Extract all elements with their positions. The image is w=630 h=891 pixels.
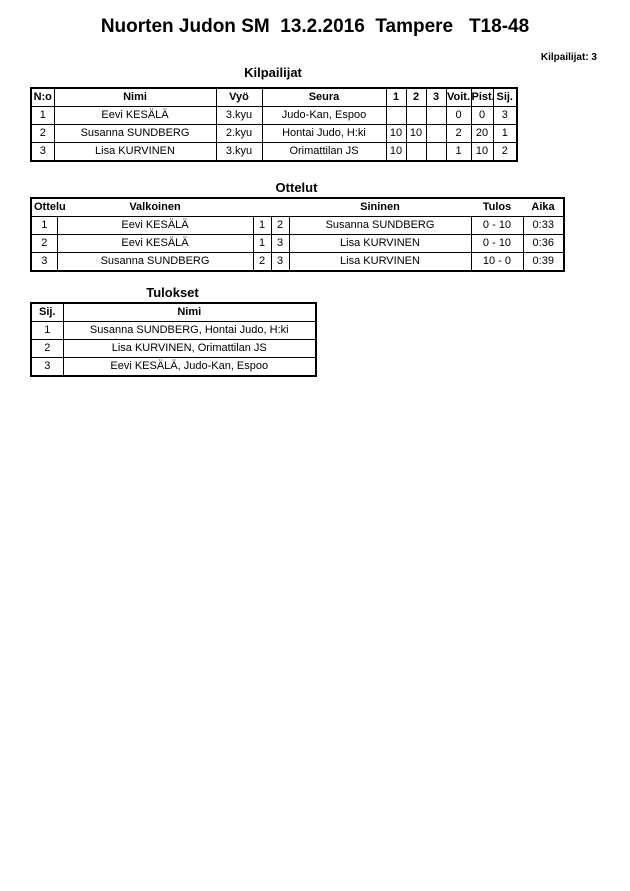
table-row bbox=[31, 125, 517, 143]
cell-round-1: 10 bbox=[386, 143, 406, 162]
tulokset-header-row bbox=[31, 303, 316, 322]
col-header-round-1: 1 bbox=[386, 88, 406, 107]
table-row bbox=[31, 107, 517, 125]
cell-seura: Orimattilan JS bbox=[262, 143, 386, 162]
cell-nimi: Lisa KURVINEN bbox=[54, 143, 216, 162]
cell-nimi: Eevi KESÄLÄ bbox=[54, 107, 216, 125]
cell-sij: 3 bbox=[493, 107, 517, 125]
page-title: Nuorten Judon SM 13.2.2016 Tampere T18-48 bbox=[100, 16, 530, 37]
cell-voit: 2 bbox=[446, 125, 471, 143]
col-header-sij: Sij. bbox=[493, 88, 517, 107]
table-row bbox=[31, 253, 564, 272]
col-header-vyo: Vyö bbox=[216, 88, 262, 107]
cell-vyo: 3.kyu bbox=[216, 143, 262, 162]
cell-seura: Judo-Kan, Espoo bbox=[262, 107, 386, 125]
cell-sij: 2 bbox=[31, 340, 63, 358]
table-row bbox=[31, 340, 316, 358]
cell-voit: 1 bbox=[446, 143, 471, 162]
cell-sininen-num: 2 bbox=[271, 217, 289, 235]
table-row bbox=[31, 235, 564, 253]
cell-match-no: 2 bbox=[31, 235, 57, 253]
col-header-pist: Pist. bbox=[471, 88, 493, 107]
cell-valkoinen: Eevi KESÄLÄ bbox=[57, 217, 253, 235]
cell-round-2 bbox=[406, 107, 426, 125]
col-header-voit: Voit. bbox=[446, 88, 471, 107]
cell-tulos: 0 - 10 bbox=[471, 235, 523, 253]
cell-round-2 bbox=[406, 143, 426, 162]
cell-sininen: Lisa KURVINEN bbox=[289, 253, 471, 272]
col-header-seura: Seura bbox=[262, 88, 386, 107]
cell-valkoinen: Eevi KESÄLÄ bbox=[57, 235, 253, 253]
cell-no: 3 bbox=[31, 143, 54, 162]
table-row bbox=[31, 217, 564, 235]
tulokset-table bbox=[30, 302, 317, 377]
cell-valkoinen-num: 2 bbox=[253, 253, 271, 272]
cell-round-2: 10 bbox=[406, 125, 426, 143]
cell-nimi: Eevi KESÄLÄ, Judo-Kan, Espoo bbox=[63, 358, 316, 377]
ottelut-heading: Ottelut bbox=[275, 180, 318, 195]
col-header-sij: Sij. bbox=[31, 303, 63, 322]
cell-pist: 0 bbox=[471, 107, 493, 125]
cell-nimi: Susanna SUNDBERG, Hontai Judo, H:ki bbox=[63, 322, 316, 340]
col-header-round-3: 3 bbox=[426, 88, 446, 107]
cell-round-3 bbox=[426, 125, 446, 143]
competitors-count: Kilpailijat: 3 bbox=[540, 52, 597, 63]
col-header-tulos: Tulos bbox=[471, 198, 523, 217]
cell-sij: 1 bbox=[31, 322, 63, 340]
kilpailijat-table bbox=[30, 87, 518, 162]
cell-pist: 20 bbox=[471, 125, 493, 143]
col-header-no: N:o bbox=[31, 88, 54, 107]
cell-aika: 0:39 bbox=[523, 253, 564, 272]
tulokset-heading: Tulokset bbox=[146, 285, 199, 300]
col-header-sininen: Sininen bbox=[289, 198, 471, 217]
cell-pist: 10 bbox=[471, 143, 493, 162]
col-header-round-2: 2 bbox=[406, 88, 426, 107]
cell-vyo: 2.kyu bbox=[216, 125, 262, 143]
cell-sininen-num: 3 bbox=[271, 253, 289, 272]
cell-sininen: Lisa KURVINEN bbox=[289, 235, 471, 253]
ottelut-header-row bbox=[31, 198, 564, 217]
cell-match-no: 3 bbox=[31, 253, 57, 272]
cell-sij: 2 bbox=[493, 143, 517, 162]
cell-valkoinen-num: 1 bbox=[253, 235, 271, 253]
cell-no: 1 bbox=[31, 107, 54, 125]
kilpailijat-heading: Kilpailijat bbox=[244, 65, 302, 80]
cell-round-3 bbox=[426, 107, 446, 125]
cell-round-3 bbox=[426, 143, 446, 162]
cell-round-1 bbox=[386, 107, 406, 125]
cell-sij: 3 bbox=[31, 358, 63, 377]
cell-aika: 0:33 bbox=[523, 217, 564, 235]
table-row bbox=[31, 358, 316, 377]
cell-nimi: Lisa KURVINEN, Orimattilan JS bbox=[63, 340, 316, 358]
ottelut-table bbox=[30, 197, 565, 272]
col-header-aika: Aika bbox=[523, 198, 564, 217]
cell-vyo: 3.kyu bbox=[216, 107, 262, 125]
cell-match-no: 1 bbox=[31, 217, 57, 235]
col-header-bnum bbox=[271, 198, 289, 217]
table-row bbox=[31, 322, 316, 340]
cell-sij: 1 bbox=[493, 125, 517, 143]
cell-no: 2 bbox=[31, 125, 54, 143]
cell-tulos: 0 - 10 bbox=[471, 217, 523, 235]
col-header-wnum bbox=[253, 198, 271, 217]
cell-tulos: 10 - 0 bbox=[471, 253, 523, 272]
cell-voit: 0 bbox=[446, 107, 471, 125]
cell-sininen-num: 3 bbox=[271, 235, 289, 253]
cell-valkoinen-num: 1 bbox=[253, 217, 271, 235]
cell-seura: Hontai Judo, H:ki bbox=[262, 125, 386, 143]
cell-aika: 0:36 bbox=[523, 235, 564, 253]
kilpailijat-header-row bbox=[31, 88, 517, 107]
col-header-valkoinen: Valkoinen bbox=[57, 198, 253, 217]
cell-nimi: Susanna SUNDBERG bbox=[54, 125, 216, 143]
cell-sininen: Susanna SUNDBERG bbox=[289, 217, 471, 235]
cell-round-1: 10 bbox=[386, 125, 406, 143]
table-row bbox=[31, 143, 517, 162]
cell-valkoinen: Susanna SUNDBERG bbox=[57, 253, 253, 272]
col-header-ottelu: Ottelu bbox=[31, 198, 57, 217]
col-header-nimi: Nimi bbox=[63, 303, 316, 322]
col-header-nimi: Nimi bbox=[54, 88, 216, 107]
